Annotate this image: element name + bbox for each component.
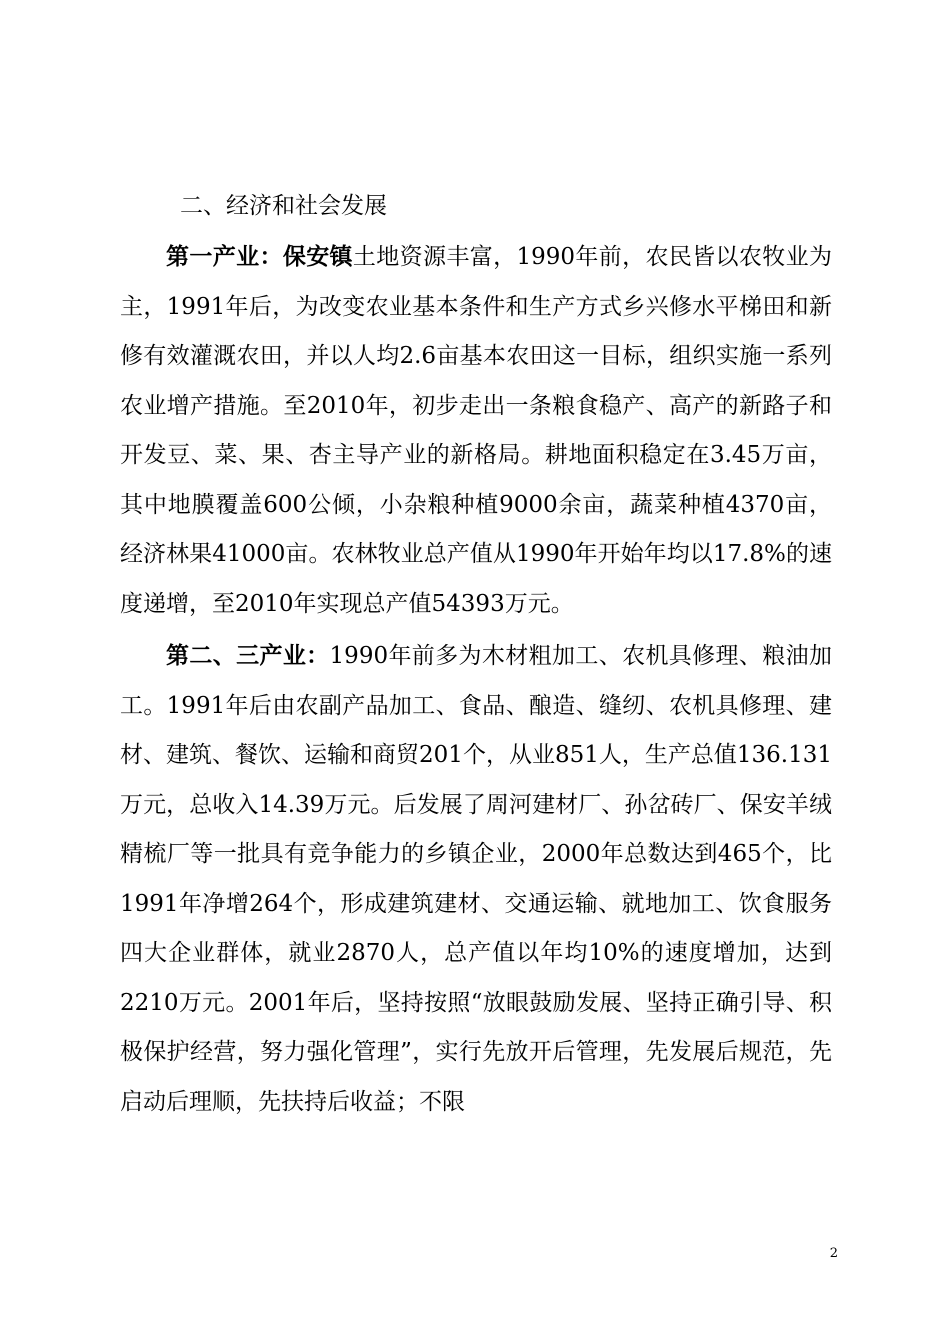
page-number: 2 [829,1246,838,1261]
paragraph-lead: 第一产业： [166,243,283,270]
section-heading: 二、经济和社会发展 [180,193,387,219]
paragraph-text: 土地资源丰富，1990年前，农民皆以农牧业为主，1991年后，为改变农业基本条件和生产方式乡兴修水平梯田和新修有效灌溉农田，并以人均2.6亩基本农田这一目标，组织实施一系列农业增产措施。至2010年，初步走出一条粮食稳产、高产的新路子和开发豆、菜、果、杏主导产业的新格局。耕地面积稳定在3.45万亩，其中地膜覆盖600公倾，小杂粮种植9000余亩，蔬菜种植4370亩，经济林果41000亩。农林牧业总产值从1990年开始年均以17.8%的速度递增，至2010年实现总产值54393万元。 [120,244,832,617]
paragraph-secondary-tertiary-industry [120,631,832,1127]
paragraph-text: 1990年前多为木材粗加工、农机具修理、粮油加工。1991年后由农副产品加工、食品、酿造、缝纫、农机具修理、建材、建筑、餐饮、运输和商贸201个，从业851人，生产总值136.131万元，总收入14.39万元。后发展了周河建材厂、孙岔砖厂、保安羊绒精梳厂等一批具有竞争能力的乡镇企业，2000年总数达到465个，比1991年净增264个，形成建筑建材、交通运输、就地加工、饮食服务四大企业群体，就业2870人，总产值以年均10%的速度增加，达到2210万元。2001年后，坚持按照“放眼鼓励发展、坚持正确引导、积极保护经营，努力强化管理”，实行先放开后管理，先发展后规范，先启动后理顺，先扶持后收益；不限 [120,643,832,1115]
document-body [120,180,832,1127]
paragraph-lead: 第二、三产业： [166,642,330,669]
paragraph-primary-industry [120,232,832,629]
town-name: 保安镇 [282,243,353,270]
